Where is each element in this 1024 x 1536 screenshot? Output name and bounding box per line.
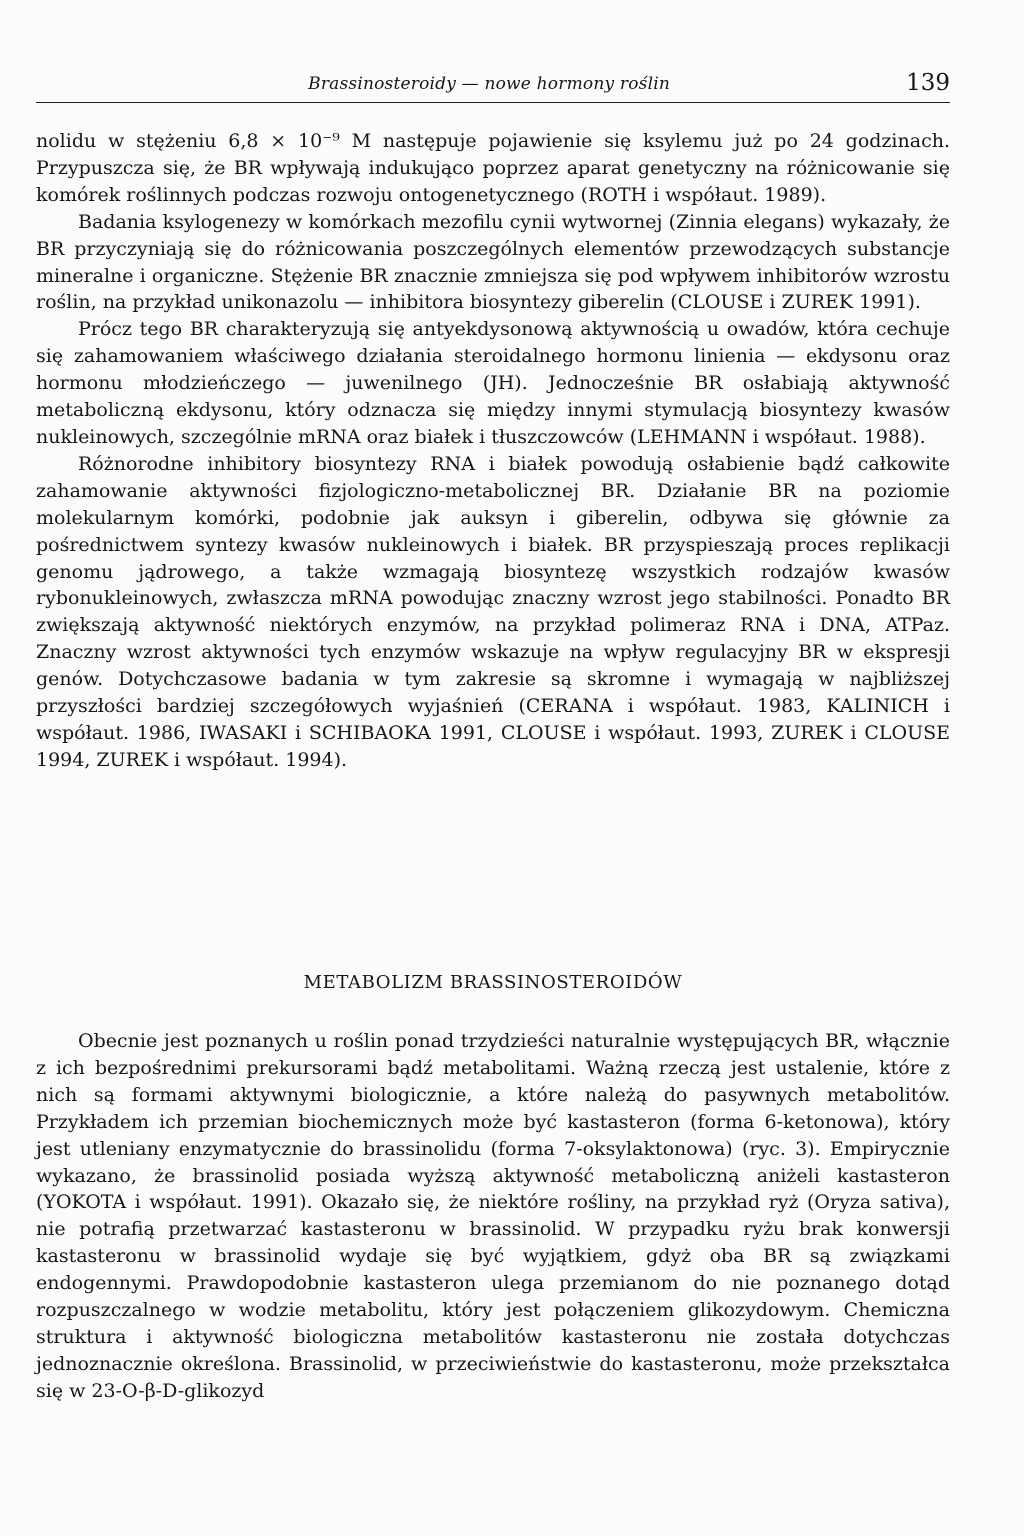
body-text bbox=[36, 128, 950, 774]
paragraph: Różnorodne inhibitory biosyntezy RNA i białek powodują osłabienie bądź całkowite zahamowanie aktywności fizjologiczno-metabolicznej BR. Działanie BR na poziomie molekularnym komórki, podobnie jak auksyn i giberelin, odbywa się głównie za pośrednictwem syntezy kwasów nukleinowych i białek. BR przyspieszają proces replikacji genomu jądrowego, a także wzmagają biosyntezę wszystkich rodzajów kwasów rybonukleinowych, zwłaszcza mRNA powodując znaczny wzrost jego stabilności. Ponadto BR zwiększają aktywność niektórych enzymów, na przykład polimeraz RNA i DNA, ATPaz. Znaczny wzrost aktywności tych enzymów wskazuje na wpływ regulacyjny BR w ekspresji genów. Dotychczasowe badania w tym zakresie są skromne i wymagają w najbliższej przyszłości bardziej szczegółowych wyjaśnień (CERANA i współaut. 1983, KALINICH i współaut. 1986, IWASAKI i SCHIBAOKA 1991, CLOUSE i współaut. 1993, ZUREK i CLOUSE 1994, ZUREK i współaut. 1994). bbox=[36, 452, 950, 771]
section-heading: METABOLIZM BRASSINOSTEROIDÓW bbox=[303, 972, 683, 993]
paragraph: Obecnie jest poznanych u roślin ponad trzydzieści naturalnie występujących BR, włącznie z ich bezpośrednimi prekursorami bądź metabolitami. Ważną rzeczą jest ustalenie, które z nich są formami aktywnymi biologicznie, a które należą do pasywnych metabolitów. Przykładem ich przemian biochemicznych może być kastasteron (forma 6-ketonowa), który jest utleniany enzymatycznie do brassinolidu (forma 7-oksylaktonowa) (ryc. 3). Empirycznie wykazano, że brassinolid posiada wyższą aktywność metaboliczną aniżeli kastasteron (YOKOTA i współaut. 1991). Okazało się, że niektóre rośliny, na przykład ryż (Oryza sativa), nie potrafią przetwarzać kastasteronu w brassinolid. W przypadku ryżu brak konwersji kastasteronu w brassinolid wydaje się być wyjątkiem, gdyż oba BR są związkami endogennymi. Prawdopodobnie kastasteron ulega przemianom do nie poznanego dotąd rozpuszczalnego w wodzie metabolitu, który jest połączeniem glikozydowym. Chemiczna struktura i aktywność biologiczna metabolitów kastasteronu nie została dotychczas jednoznacznie określona. Brassinolid, w przeciwieństwie do kastasteronu, może przekształca się w 23-O-β-D-glikozyd bbox=[36, 1030, 950, 1402]
section-body-text bbox=[36, 1028, 950, 1405]
page-number: 139 bbox=[906, 70, 950, 96]
paragraph: nolidu w stężeniu 6,8 × 10⁻⁹ M następuje pojawienie się ksylemu już po 24 godzinach. Przypuszcza się, że BR wpływają indukująco poprzez aparat genetyczny na różnicowanie się komórek roślinnych podczas rozwoju ontogenetycznego (ROTH i współaut. 1989). bbox=[36, 130, 950, 206]
running-title: Brassinosteroidy — nowe hormony roślin bbox=[308, 74, 670, 94]
paragraph: Badania ksylogenezy w komórkach mezofilu cynii wytwornej (Zinnia elegans) wykazały, że BR przyczyniają się do różnicowania poszczególnych elementów przewodzących substancje mineralne i organiczne. Stężenie BR znacznie zmniejsza się pod wpływem inhibitorów wzrostu roślin, na przykład unikonazolu — inhibitora biosyntezy giberelin (CLOUSE i ZUREK 1991). bbox=[36, 210, 950, 314]
running-header bbox=[36, 72, 950, 103]
paragraph: Prócz tego BR charakteryzują się antyekdysonową aktywnością u owadów, która cechuje się zahamowaniem właściwego działania steroidalnego hormonu linienia — ekdysonu oraz hormonu młodzieńczego — juwenilnego (JH). Jednocześnie BR osłabiają aktywność metaboliczną ekdysonu, który odznacza się między innymi stymulacją biosyntezy kwasów nukleinowych, szczególnie mRNA oraz białek i tłuszczowców (LEHMANN i współaut. 1988). bbox=[36, 318, 950, 448]
